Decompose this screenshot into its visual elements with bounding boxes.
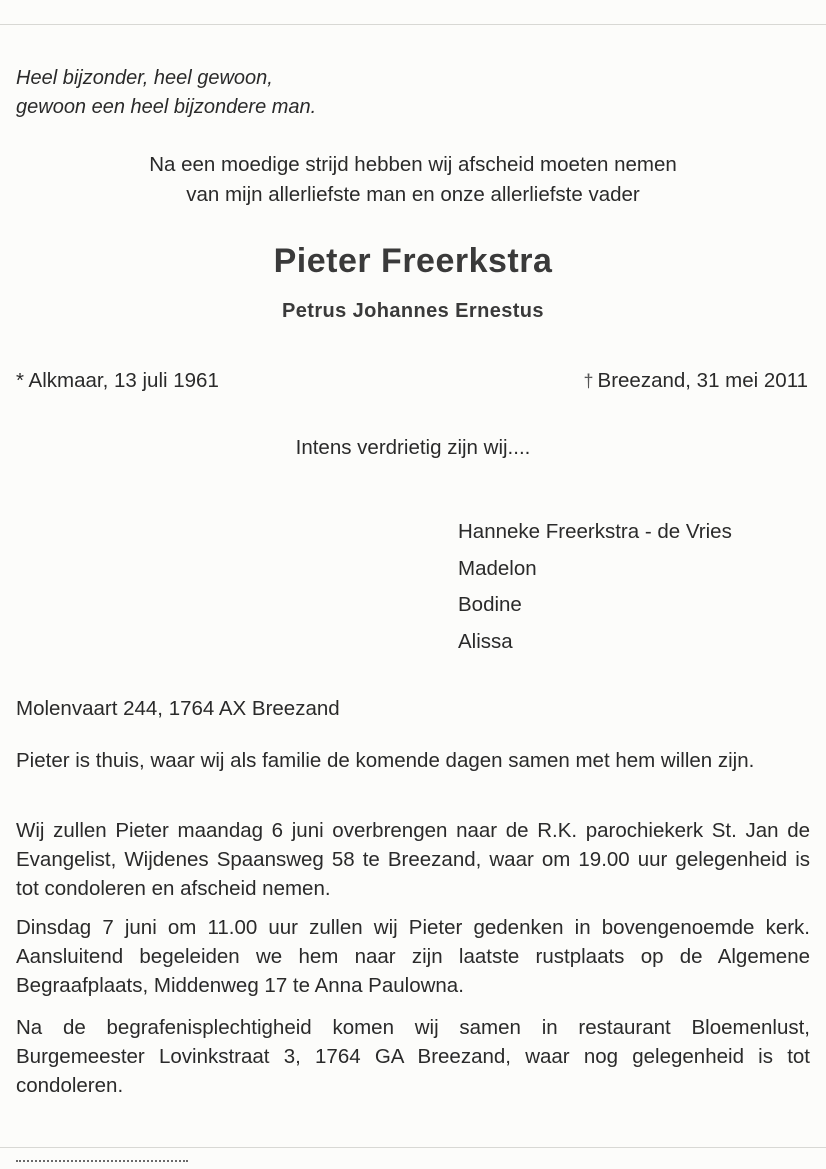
paragraph-church: Wij zullen Pieter maandag 6 juni overbrengen naar de R.K. parochiekerk St. Jan de Evangelist, Wijdenes Spaansweg 58 te Breezand, waar om 19.00 uur gelegenheid is tot condoleren en afscheid nemen. — [16, 819, 810, 900]
grief-line: Intens verdrietig zijn wij.... — [295, 436, 531, 459]
paragraph-funeral: Dinsdag 7 juni om 11.00 uur zullen wij Pieter gedenken in bovengenoemde kerk. Aansluitend begeleiden we hem naar zijn laatste rustplaats op de Algemene Begraafplaats, Middenweg 17 te Anna Paulowna. — [16, 916, 810, 997]
deceased-full-name: Petrus Johannes Ernestus — [282, 300, 544, 322]
death-date-text: Breezand, 31 mei 2011 — [597, 369, 808, 392]
death-date — [584, 369, 808, 393]
intro-line-1: Na een moedige strijd hebben wij afscheid moeten nemen — [149, 153, 677, 176]
family-member: Alissa — [458, 629, 513, 653]
family-member: Madelon — [458, 556, 537, 580]
intro-text — [0, 150, 826, 210]
deceased-name: Pieter Freerkstra — [273, 242, 553, 280]
motto — [16, 64, 316, 122]
family-member: Bodine — [458, 593, 522, 616]
home-address: Molenvaart 244, 1764 AX Breezand — [16, 697, 340, 720]
motto-line-2: gewoon een heel bijzondere man. — [16, 96, 317, 118]
top-divider — [0, 24, 826, 25]
family-list — [458, 514, 732, 660]
birth-date: * Alkmaar, 13 juli 1961 — [16, 369, 219, 392]
bottom-divider — [0, 1147, 826, 1148]
paragraph-gathering: Na de begrafenisplechtigheid komen wij samen in restaurant Bloemenlust, Burgemeester Lovinkstraat 3, 1764 GA Breezand, waar nog gelegenheid is tot condoleren. — [16, 1016, 810, 1097]
intro-line-2: van mijn allerliefste man en onze allerliefste vader — [186, 183, 640, 206]
cross-icon: † — [583, 371, 594, 391]
paragraph-home: Pieter is thuis, waar wij als familie de komende dagen samen met hem willen zijn. — [16, 749, 755, 772]
motto-line-1: Heel bijzonder, heel gewoon, — [16, 67, 273, 89]
family-member: Hanneke Freerkstra - de Vries — [458, 520, 732, 543]
dotted-line — [16, 1160, 188, 1162]
